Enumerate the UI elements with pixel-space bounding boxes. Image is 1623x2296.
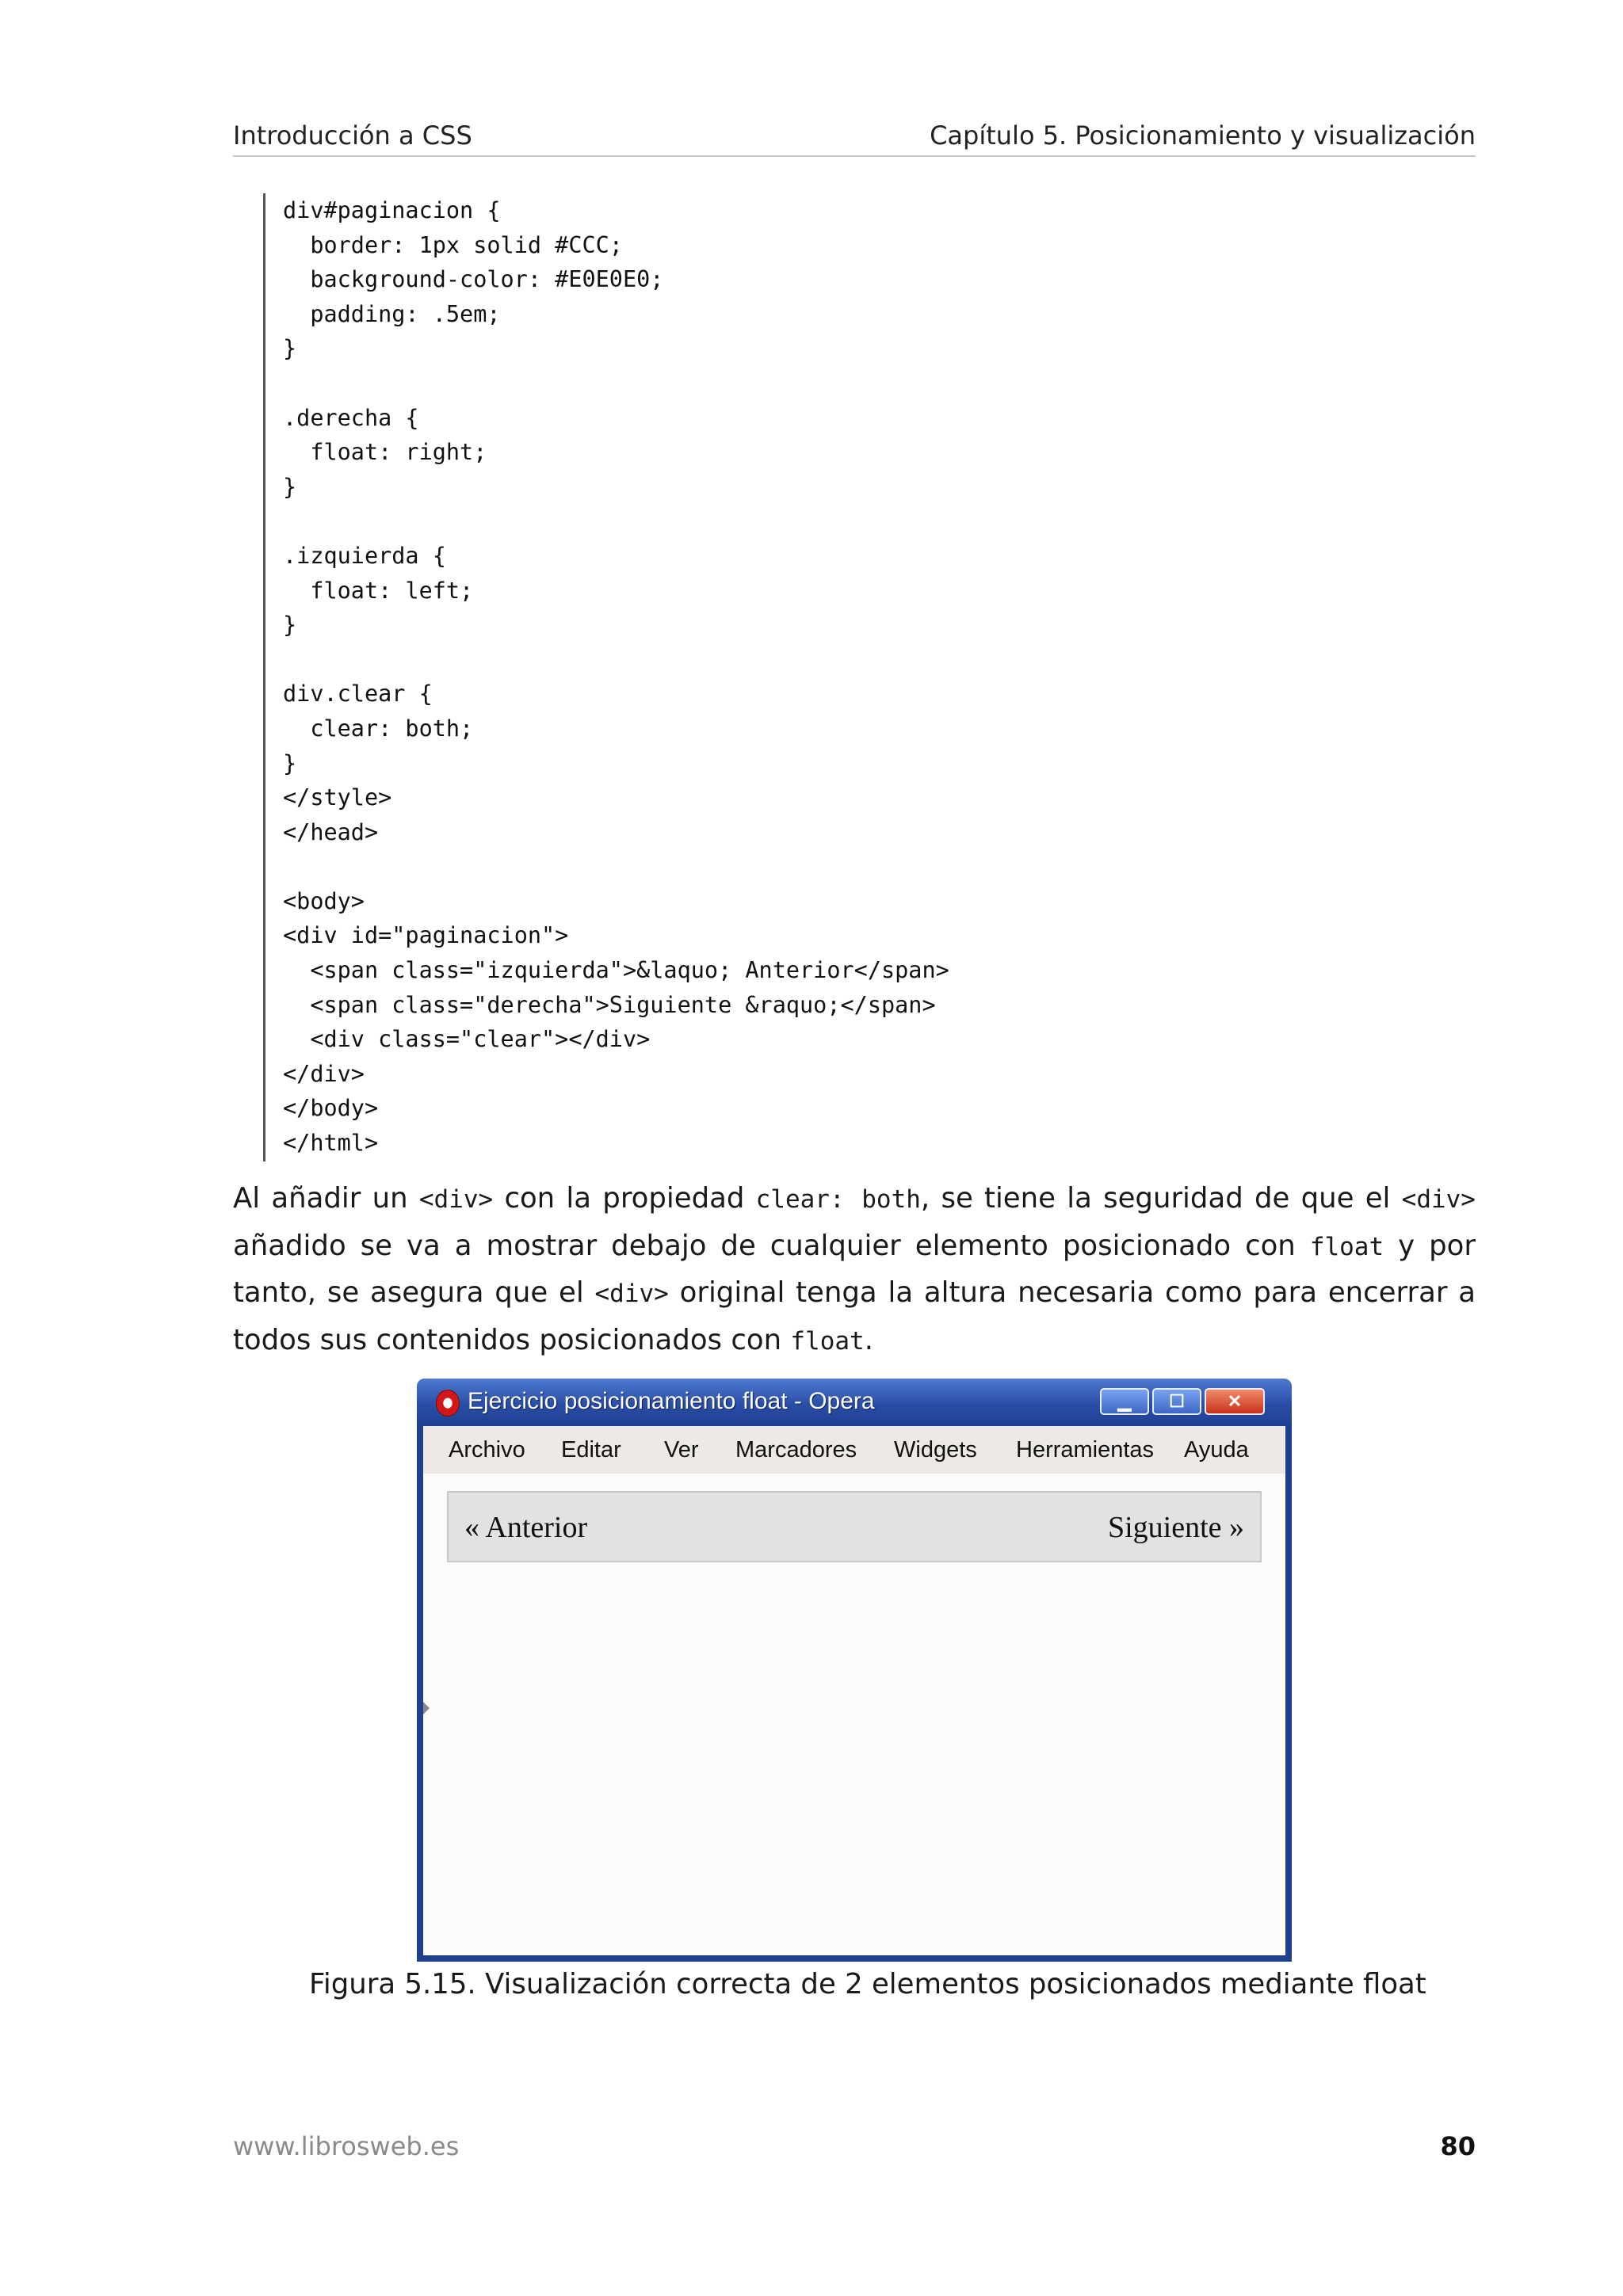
- browser-screenshot: [417, 1379, 1292, 1962]
- menu-archivo[interactable]: Archivo: [449, 1437, 525, 1463]
- code-line: <span class="derecha">Siguiente &raquo;</span>: [283, 991, 936, 1018]
- code-line: </div>: [283, 1060, 365, 1087]
- code-line: [265, 643, 1375, 677]
- inline-code: float: [790, 1326, 865, 1356]
- paragraph-text: añadido se va a mostrar debajo de cualquier elemento posicionado con: [233, 1229, 1310, 1262]
- figure-caption: Figura 5.15. Visualización correcta de 2 elementos posicionados mediante float: [309, 1968, 1426, 2000]
- window-title: Ejercicio posicionamiento float - Opera: [468, 1388, 875, 1414]
- opera-icon: [436, 1390, 460, 1417]
- browser-content: [423, 1474, 1285, 1955]
- code-line: </head>: [283, 818, 379, 845]
- code-line: div.clear {: [283, 681, 433, 707]
- menu-editar[interactable]: Editar: [561, 1437, 621, 1463]
- code-line: </html>: [283, 1130, 379, 1157]
- code-block: [263, 193, 1375, 1161]
- code-line: }: [283, 335, 297, 362]
- menu-marcadores[interactable]: Marcadores: [735, 1437, 857, 1463]
- code-line: .derecha {: [283, 404, 419, 431]
- paragraph-text: con la propiedad: [493, 1182, 756, 1215]
- paragraph-text: .: [864, 1323, 873, 1356]
- footer-site[interactable]: www.librosweb.es: [233, 2131, 460, 2161]
- code-line: [265, 366, 1375, 401]
- close-button[interactable]: ✕: [1205, 1388, 1265, 1415]
- window-titlebar: [417, 1379, 1292, 1426]
- prev-link[interactable]: « Anterior: [464, 1511, 588, 1544]
- code-line: <body>: [283, 887, 365, 914]
- code-line: border: 1px solid #CCC;: [283, 231, 623, 258]
- code-line: <div class="clear"></div>: [283, 1026, 651, 1053]
- inline-code: <div>: [418, 1185, 494, 1214]
- menu-ayuda[interactable]: Ayuda: [1184, 1437, 1249, 1463]
- page-header: [233, 117, 1476, 157]
- inline-code: <div>: [594, 1280, 669, 1308]
- minimize-button[interactable]: ▁: [1100, 1388, 1149, 1415]
- page-number: 80: [1440, 2131, 1476, 2161]
- code-line: <div id="paginacion">: [283, 922, 569, 949]
- code-line: clear: both;: [283, 715, 474, 742]
- code-line: </body>: [283, 1095, 379, 1122]
- body-paragraph: [233, 1176, 1476, 1364]
- code-line: div#paginacion {: [283, 197, 501, 223]
- chapter-title: Capítulo 5. Posicionamiento y visualización: [930, 120, 1476, 151]
- code-line: background-color: #E0E0E0;: [283, 266, 664, 293]
- inline-code: <div>: [1401, 1185, 1476, 1214]
- paragraph-text: y por tanto, se asegura que el: [233, 1229, 1476, 1309]
- paragraph-text: , se tiene la seguridad de que el: [920, 1182, 1402, 1215]
- code-line: }: [283, 473, 297, 500]
- code-line: .izquierda {: [283, 542, 446, 569]
- menu-ver[interactable]: Ver: [664, 1437, 699, 1463]
- menu-widgets[interactable]: Widgets: [894, 1437, 977, 1463]
- inline-code: clear: both: [755, 1185, 921, 1214]
- pagination-box: [447, 1491, 1262, 1562]
- code-line: </style>: [283, 784, 392, 811]
- code-line: <span class="izquierda">&laquo; Anterior</span>: [283, 957, 949, 984]
- code-line: [265, 504, 1375, 539]
- next-link[interactable]: Siguiente »: [1107, 1511, 1244, 1544]
- inline-code: float: [1309, 1232, 1384, 1261]
- panel-toggle-icon[interactable]: [423, 1702, 430, 1714]
- code-line: float: left;: [283, 577, 474, 604]
- book-title: Introducción a CSS: [233, 120, 472, 151]
- menu-herramientas[interactable]: Herramientas: [1016, 1437, 1155, 1463]
- code-line: float: right;: [283, 439, 487, 466]
- paragraph-text: Al añadir un: [233, 1182, 419, 1215]
- code-line: [265, 849, 1375, 884]
- paragraph-text: original tenga la altura necesaria como para encerrar a todos sus contenidos posicionados con: [233, 1276, 1476, 1356]
- code-line: }: [283, 749, 297, 776]
- maximize-button[interactable]: ☐: [1152, 1388, 1201, 1415]
- code-line: padding: .5em;: [283, 300, 501, 327]
- code-line: }: [283, 612, 297, 639]
- menu-bar: [423, 1426, 1285, 1474]
